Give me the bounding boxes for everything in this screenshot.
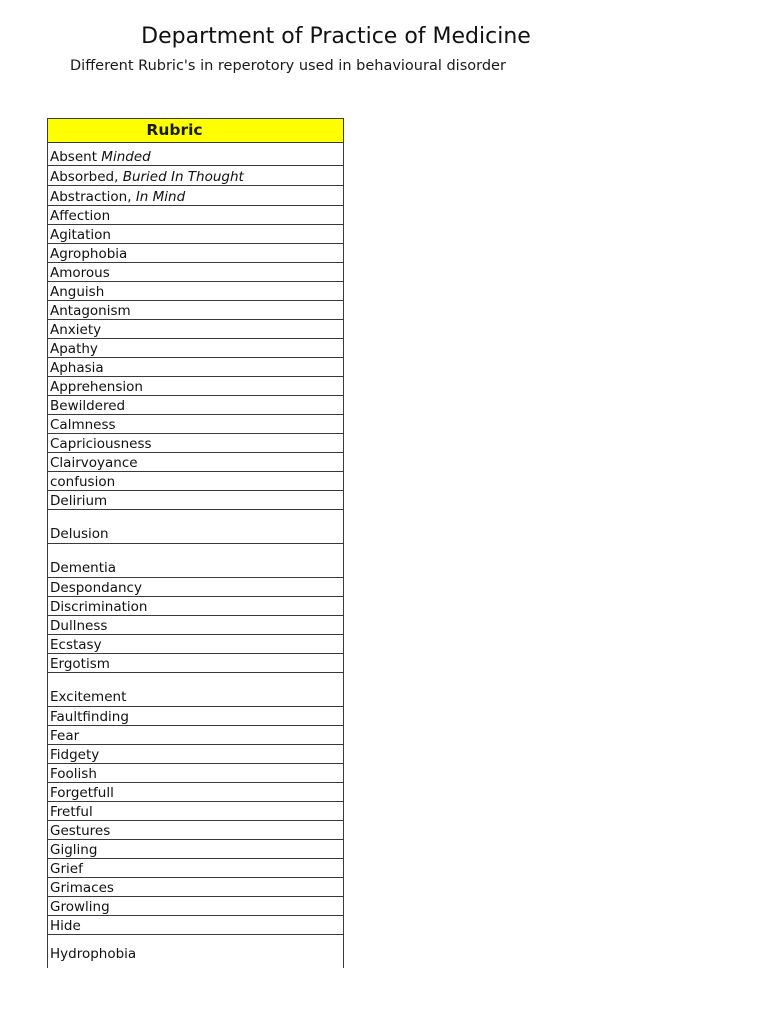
table-cell: Discrimination: [48, 597, 344, 616]
rubric-table: [47, 118, 344, 968]
table-cell: Despondancy: [48, 578, 344, 597]
table-row: [48, 544, 344, 578]
table-cell: Fear: [48, 726, 344, 745]
table-cell: Gestures: [48, 821, 344, 840]
table-row: [48, 597, 344, 616]
table-cell: Calmness: [48, 415, 344, 434]
table-cell: Anxiety: [48, 320, 344, 339]
table-cell: Delirium: [48, 491, 344, 510]
table-cell: Agrophobia: [48, 244, 344, 263]
table-row: [48, 578, 344, 597]
table-cell: confusion: [48, 472, 344, 491]
table-row: [48, 878, 344, 897]
document-title: Department of Practice of Medicine: [141, 24, 531, 49]
table-row: [48, 339, 344, 358]
table-row: [48, 654, 344, 673]
rubric-subtext: In Mind: [135, 189, 186, 205]
table-cell: Apprehension: [48, 377, 344, 396]
table-row: [48, 707, 344, 726]
table-row: [48, 415, 344, 434]
table-row: [48, 301, 344, 320]
table-cell: Anguish: [48, 282, 344, 301]
table-cell: Grief: [48, 859, 344, 878]
table-row: [48, 244, 344, 263]
table-row: [48, 821, 344, 840]
table-cell: Dementia: [48, 544, 344, 578]
table-row: [48, 434, 344, 453]
table-cell: Forgetfull: [48, 783, 344, 802]
table-row: [48, 783, 344, 802]
table-row: [48, 764, 344, 783]
column-header-rubric: [48, 119, 344, 143]
table-row: [48, 635, 344, 654]
table-cell: Amorous: [48, 263, 344, 282]
table-cell: Clairvoyance: [48, 453, 344, 472]
rubric-subtext: Minded: [101, 149, 151, 165]
table-cell: Antagonism: [48, 301, 344, 320]
table-row: [48, 358, 344, 377]
table-row: [48, 377, 344, 396]
table-cell: Capriciousness: [48, 434, 344, 453]
table-row: [48, 491, 344, 510]
table-row: [48, 935, 344, 969]
table-row: [48, 186, 344, 206]
rubric-subtext: Buried In Thought: [122, 169, 244, 185]
table-cell: Apathy: [48, 339, 344, 358]
table-cell: Fidgety: [48, 745, 344, 764]
table-row: [48, 206, 344, 225]
table-row: [48, 859, 344, 878]
table-row: [48, 320, 344, 339]
table-cell: Delusion: [48, 510, 344, 544]
document-subtitle: Different Rubric's in reperotory used in behavioural disorder: [70, 58, 506, 74]
table-row: [48, 616, 344, 635]
table-cell: Fretful: [48, 802, 344, 821]
table-row: [48, 396, 344, 415]
table-cell: Gigling: [48, 840, 344, 859]
table-cell: Dullness: [48, 616, 344, 635]
table-cell: Bewildered: [48, 396, 344, 415]
table-cell: Hydrophobia: [48, 935, 344, 969]
table-header-row: [48, 119, 344, 143]
rubric-text: Absent: [50, 149, 102, 165]
table-cell: Faultfinding: [48, 707, 344, 726]
table-row: [48, 510, 344, 544]
rubric-text: Abstraction,: [50, 189, 136, 205]
rubric-text: Absorbed,: [50, 169, 123, 185]
table-row: [48, 225, 344, 244]
table-cell: Growling: [48, 897, 344, 916]
table-row: [48, 472, 344, 491]
table-cell: Affection: [48, 206, 344, 225]
table-cell: Agitation: [48, 225, 344, 244]
table-row: [48, 166, 344, 186]
table-cell: [48, 186, 344, 206]
table-cell: Aphasia: [48, 358, 344, 377]
table-cell: Grimaces: [48, 878, 344, 897]
table-row: [48, 673, 344, 707]
table-cell: Ergotism: [48, 654, 344, 673]
table-row: [48, 802, 344, 821]
table-cell: [48, 143, 344, 166]
table-cell: [48, 166, 344, 186]
table-row: [48, 263, 344, 282]
table-row: [48, 840, 344, 859]
table-cell: Ecstasy: [48, 635, 344, 654]
table-row: [48, 726, 344, 745]
table-cell: Hide: [48, 916, 344, 935]
table-row: [48, 916, 344, 935]
table-row: [48, 453, 344, 472]
table-row: [48, 897, 344, 916]
table-row: [48, 143, 344, 166]
table-row: [48, 282, 344, 301]
column-header-label: Rubric: [146, 121, 203, 139]
table-cell: Foolish: [48, 764, 344, 783]
rubric-table-container: [47, 118, 344, 968]
table-row: [48, 745, 344, 764]
table-cell: Excitement: [48, 673, 344, 707]
